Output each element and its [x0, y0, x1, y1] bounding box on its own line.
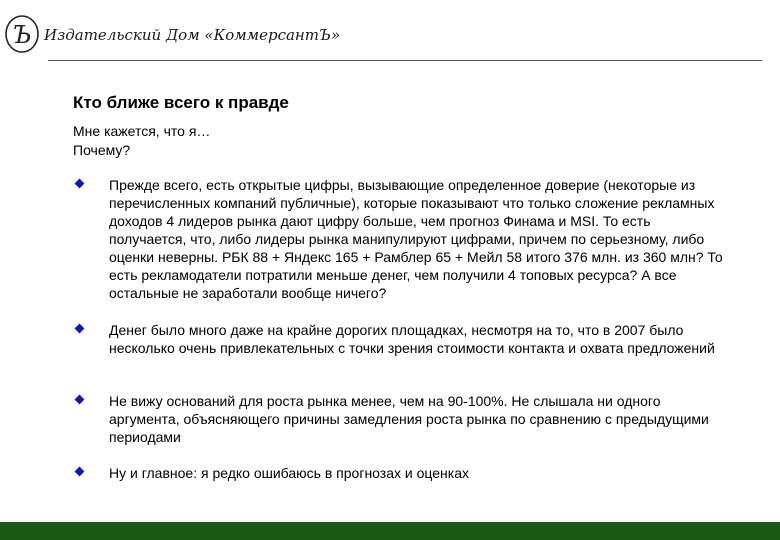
bullet-diamond-icon	[75, 395, 85, 405]
intro-line: Мне кажется, что я…	[73, 123, 211, 139]
logo-letter: Ъ	[12, 21, 32, 49]
bullet-item	[109, 321, 731, 357]
bullet-diamond-icon	[75, 467, 85, 477]
intro-line: Почему?	[73, 142, 131, 158]
bullet-diamond-icon	[75, 179, 85, 189]
bullet-text: Не вижу оснований для роста рынка менее, чем на 90-100%. Не слышала ни одного аргумента, объясняющего причины замедления роста рынка по сравнению с предыдущими периодами	[109, 393, 709, 445]
publisher-name: Издательский Дом «КоммерсантЪ»	[44, 26, 341, 44]
kommersant-logo-icon	[4, 14, 40, 54]
bullet-item	[109, 176, 731, 302]
header-divider	[48, 60, 762, 61]
intro-text	[73, 122, 210, 160]
slide-title: Кто ближе всего к правде	[73, 93, 289, 112]
bullet-item	[109, 464, 731, 482]
bullet-diamond-icon	[75, 324, 85, 334]
bullet-item	[109, 392, 731, 446]
footer-bar	[0, 522, 780, 540]
bullet-text: Ну и главное: я редко ошибаюсь в прогнозах и оценках	[109, 465, 469, 481]
bullet-text: Прежде всего, есть открытые цифры, вызывающие определенное доверие (некоторые из перечисленных компаний публичные), которые показывают что только сложение рекламных доходов 4 лидеров рынка дают цифру больше, чем прогноз Финама и MSI. То есть получается, что, либо лидеры рынка манипулируют цифрами, причем по серьезному, либо оценки неверны. РБК 88 + Яндекс 165 + Рамблер 65 + Мейл 58 итого 376 млн. из 360 млн? То есть рекламодатели потратили меньше денег, чем получили 4 топовых ресурса? А все остальные не заработали вообще ничего?	[109, 177, 723, 301]
bullet-text: Денег было много даже на крайне дорогих площадках, несмотря на то, что в 2007 было несколько очень привлекательных с точки зрения стоимости контакта и охвата предложений	[109, 322, 715, 356]
